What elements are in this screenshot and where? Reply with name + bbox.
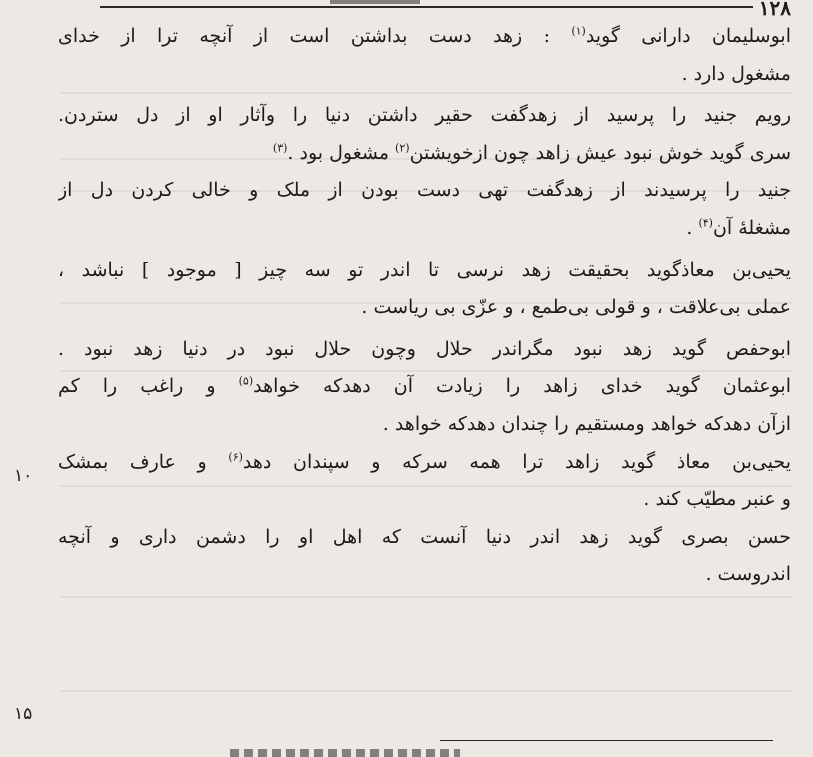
- footnote-marker: (۴): [698, 216, 713, 230]
- footnote-marker: (۱): [571, 24, 586, 38]
- footnote-marker: (۲): [395, 141, 410, 155]
- text-line: مشغول دارد .: [681, 62, 791, 85]
- header-rule: [100, 6, 753, 8]
- text-line: عملی بی‌علاقت ، و قولی بی‌طمع ، و عزّی بی ریاست .: [361, 296, 791, 319]
- cut-off-footnote-text: [230, 749, 460, 757]
- text-line: حسن بصری گوید زهد اندر دنیا آنست که اهل او را دشمن داری و آنچه: [58, 525, 791, 548]
- page-number: ۱۲۸: [758, 0, 791, 20]
- text-line: رویم جنید را پرسید از زهدگفت حقیر داشتن دنیا را وآثار او از دل ستردن.: [58, 104, 791, 127]
- margin-line-number: ۱۵: [14, 704, 33, 724]
- footnote-marker: (۵): [238, 375, 254, 389]
- text-line: جنید را پرسیدند از زهدگفت تهی دست بودن از ملک و خالی کردن دل از: [58, 179, 791, 202]
- text-line: ابوعثمان گوید خدای زاهد را زیادت آن دهدکه خواهد$^{(۵)}$ و راغب را کم: [58, 375, 791, 398]
- text-line: مشغلهٔ آن$^{(۴)}$ .: [686, 216, 791, 239]
- text-line: ازآن دهدکه خواهد ومستقیم را چندان دهدکه خواهد .: [382, 412, 791, 435]
- text-line: یحیی‌بن معاذگوید بحقیقت زهد نرسی تا اندر تو سه چیز [ موجود ] نباشد ،: [58, 258, 791, 281]
- text-line: اندروست .: [705, 563, 791, 586]
- margin-line-number: ۱۰: [14, 466, 33, 486]
- text-line: و عنبر مطیّب کند .: [643, 488, 791, 511]
- footnote-marker: (۳): [272, 141, 288, 155]
- footnote-rule: [440, 740, 773, 741]
- text-line: سری گوید خوش نبود عیش زاهد چون ازخویشتن$^{(۲)}$ مشغول بود .$^{(۳)}$: [272, 141, 791, 164]
- text-line: ابوسلیمان دارانی گوید$^{(۱)}$ : زهد دست بداشتن است از آنچه ترا از خدای: [58, 24, 791, 47]
- text-line: ابوحفص گوید زهد نبود مگراندر حلال وچون حلال نبود در دنیا زهد نبود .: [58, 337, 791, 360]
- footnote-marker: (۶): [228, 450, 243, 464]
- running-head-fragment: [330, 0, 420, 4]
- text-line: یحیی‌بن معاذ گوید زاهد ترا همه سرکه و سپندان دهد$^{(۶)}$ و عارف بمشک: [58, 450, 791, 473]
- main-text: [58, 18, 791, 594]
